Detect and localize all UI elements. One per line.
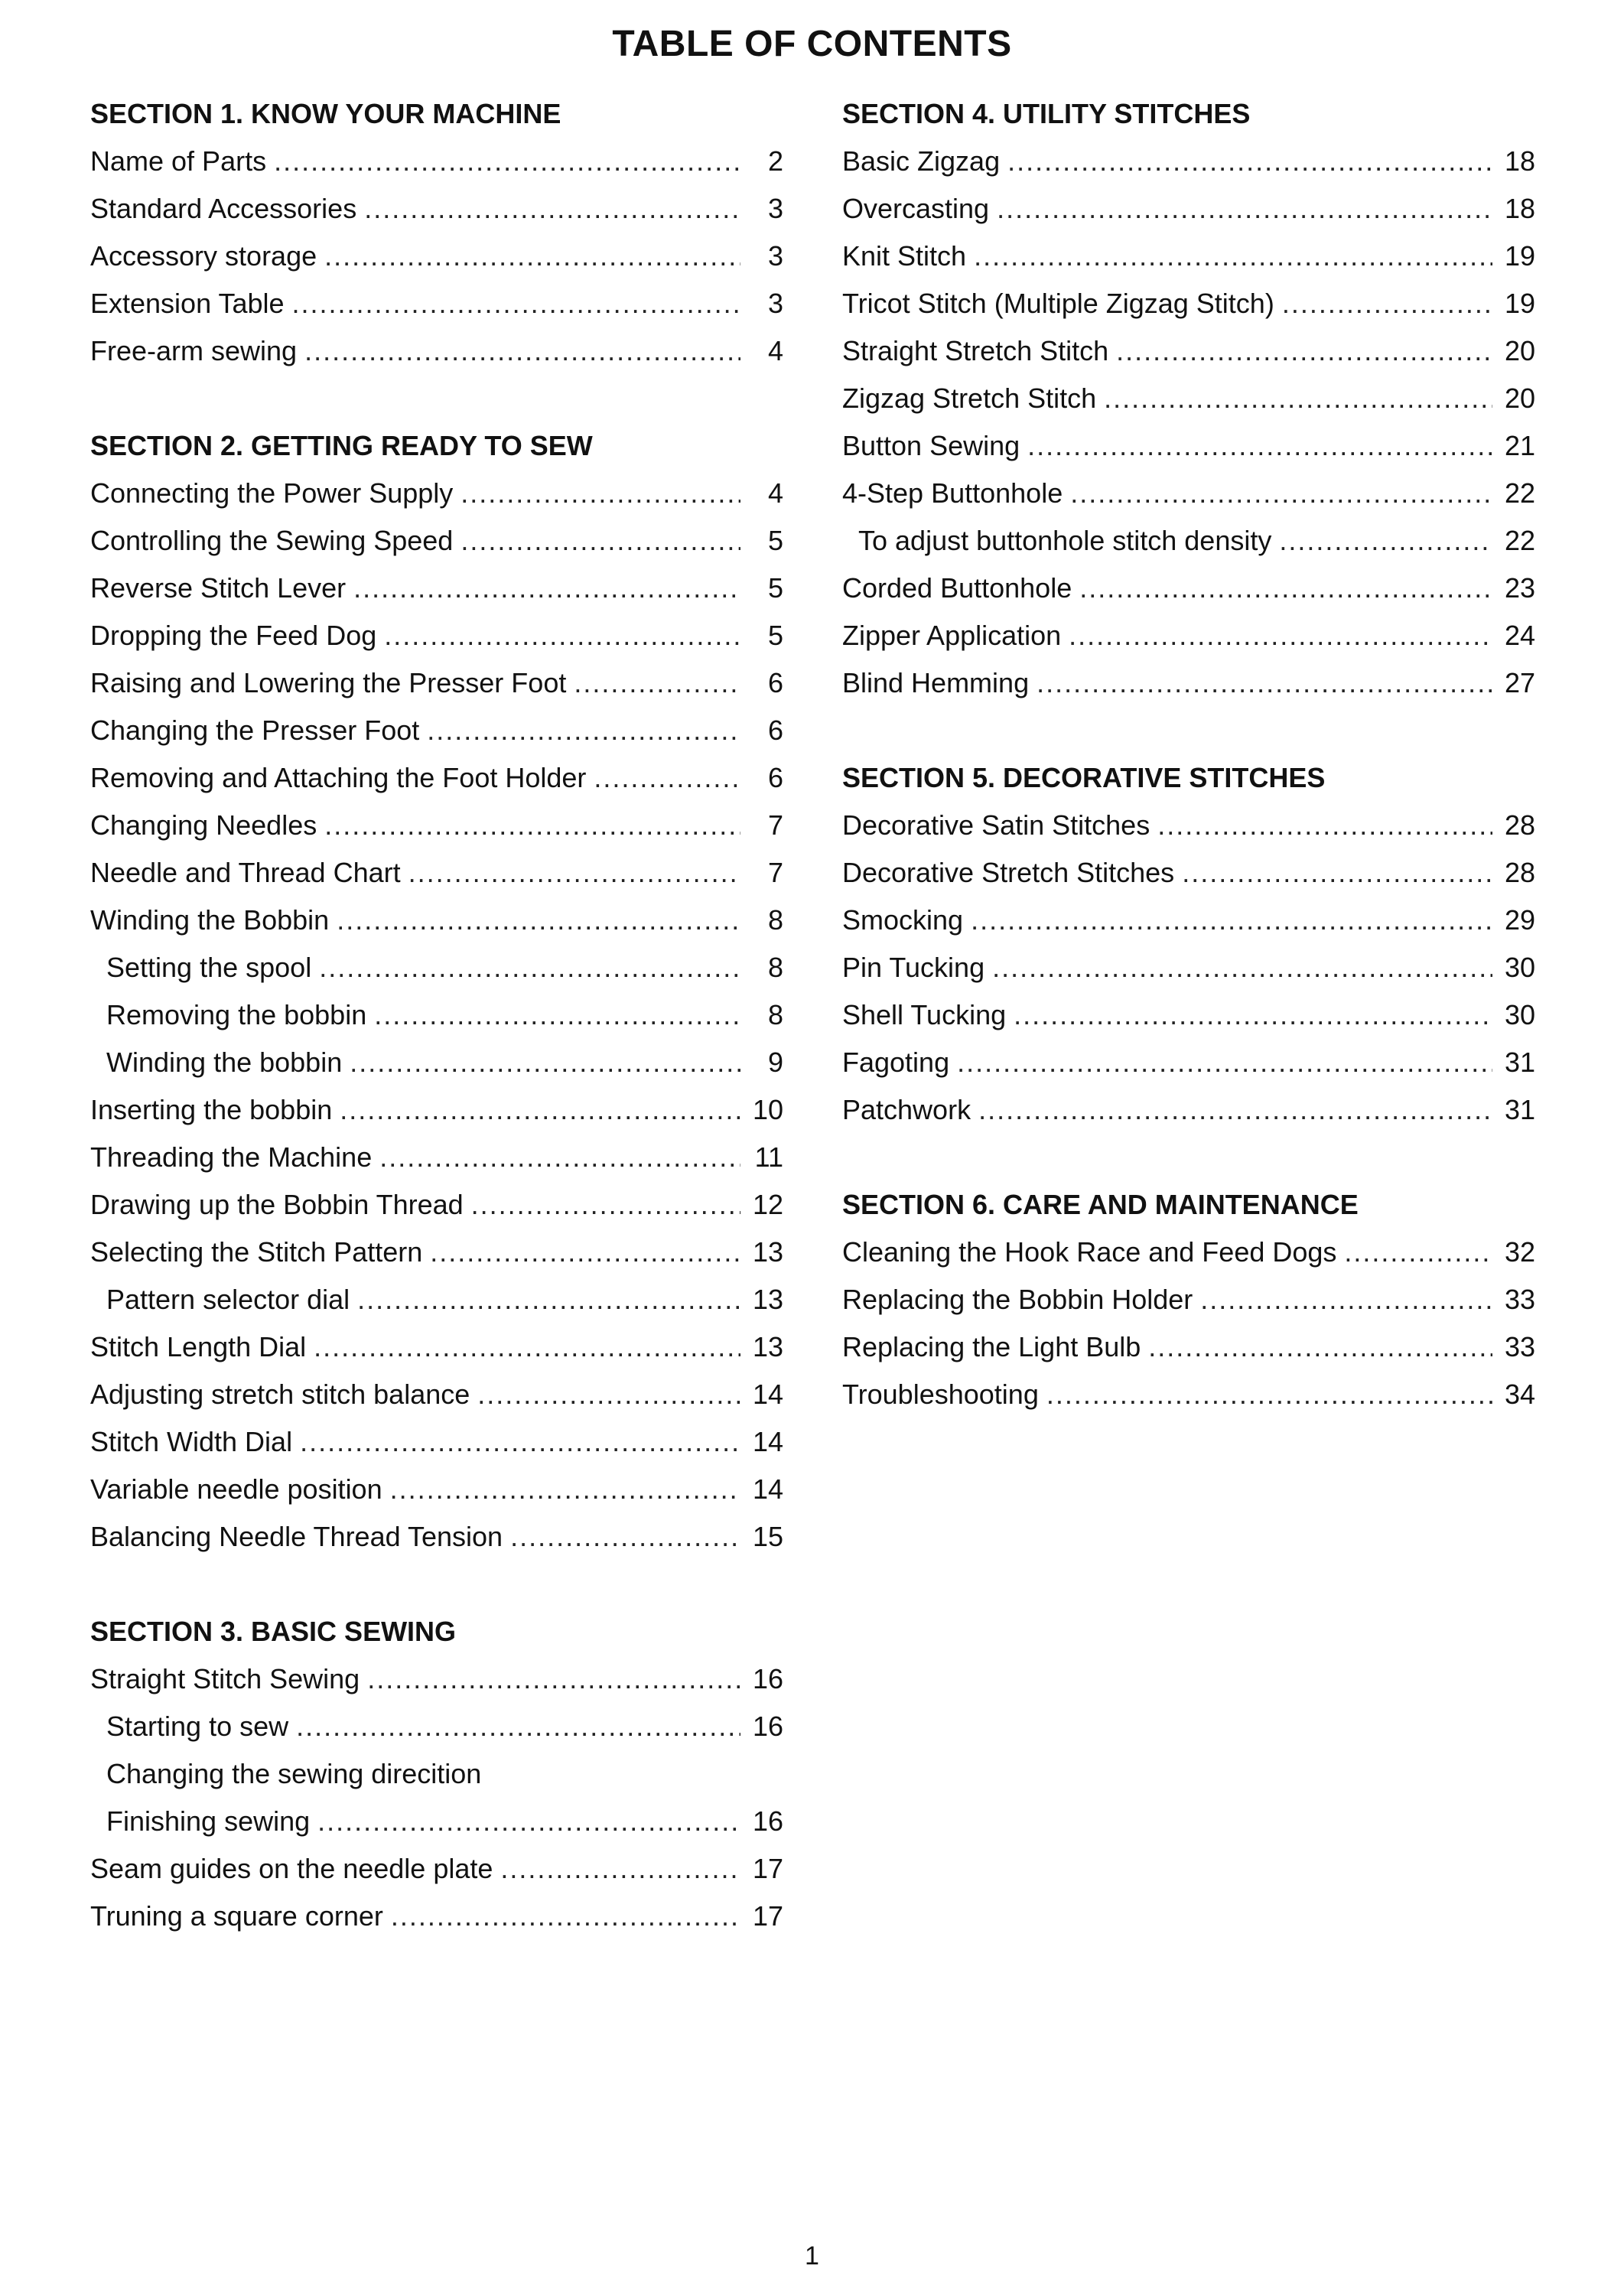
dot-leader: [379, 1134, 740, 1181]
entry-page-number: 5: [767, 620, 783, 651]
entry-page-number: 16: [752, 1663, 783, 1694]
entry-page-number: 22: [1504, 525, 1535, 556]
toc-entry-removing-and-attaching-the-foot-holder[interactable]: [90, 754, 783, 802]
entry-title: Button Sewing: [842, 430, 1020, 461]
entry-page-number: 6: [767, 667, 783, 698]
toc-entry-basic-zigzag[interactable]: [842, 138, 1535, 185]
entry-page-number: 5: [767, 572, 783, 604]
toc-entry-seam-guides-on-the-needle-plate[interactable]: [90, 1845, 783, 1893]
dot-leader: [1282, 280, 1492, 327]
entry-page-number: 20: [1504, 382, 1535, 414]
toc-entry-reverse-stitch-lever[interactable]: [90, 565, 783, 612]
dot-leader: [1116, 327, 1492, 375]
dot-leader: [408, 849, 740, 897]
entry-page-number: 23: [1504, 572, 1535, 604]
entry-title: Decorative Satin Stitches: [842, 809, 1150, 841]
dot-leader: [340, 1086, 740, 1134]
entry-page-number: 3: [767, 193, 783, 224]
entry-title: Troubleshooting: [842, 1379, 1039, 1410]
dot-leader: [296, 1703, 740, 1750]
entry-page-number: 30: [1504, 952, 1535, 983]
entry-page-number: 14: [752, 1426, 783, 1457]
dot-leader: [978, 1086, 1492, 1134]
toc-entry-fagoting[interactable]: [842, 1039, 1535, 1086]
entry-title: Knit Stitch: [842, 240, 967, 272]
dot-leader: [510, 1513, 740, 1561]
toc-entry-4-step-buttonhole[interactable]: [842, 470, 1535, 517]
toc-entry-smocking[interactable]: [842, 897, 1535, 944]
dot-leader: [317, 1798, 740, 1845]
entry-title: Straight Stretch Stitch: [842, 335, 1109, 366]
toc-entry-raising-and-lowering-the-presser-foot[interactable]: [90, 659, 783, 707]
dot-leader: [971, 897, 1492, 944]
entry-title: Basic Zigzag: [842, 145, 1001, 177]
dot-leader: [1157, 802, 1492, 849]
toc-list: [90, 138, 783, 375]
toc-entry-dropping-the-feed-dog[interactable]: [90, 612, 783, 659]
toc-entry-controlling-the-sewing-speed[interactable]: [90, 517, 783, 565]
entry-page-number: 8: [767, 904, 783, 936]
entry-page-number: 31: [1504, 1047, 1535, 1078]
dot-leader: [390, 1466, 740, 1513]
dot-leader: [300, 1418, 740, 1466]
dot-leader: [1037, 659, 1492, 707]
toc-entry-decorative-stretch-stitches[interactable]: [842, 849, 1535, 897]
toc-section-section-3: [90, 1608, 783, 1940]
entry-title: Accessory storage: [90, 240, 317, 272]
toc-entry-changing-the-presser-foot[interactable]: [90, 707, 783, 754]
dot-leader: [1079, 565, 1492, 612]
dot-leader: [350, 1039, 740, 1086]
toc-entry-overcasting[interactable]: [842, 185, 1535, 233]
toc-entry-pattern-selector-dial[interactable]: [90, 1276, 783, 1323]
toc-entry-straight-stretch-stitch[interactable]: [842, 327, 1535, 375]
entry-title: Dropping the Feed Dog: [90, 620, 377, 651]
entry-title: Extension Table: [90, 288, 285, 319]
entry-title: Zigzag Stretch Stitch: [842, 382, 1097, 414]
toc-section-section-6: [842, 1181, 1535, 1418]
dot-leader: [357, 1276, 740, 1323]
dot-leader: [324, 802, 740, 849]
entry-title: Inserting the bobbin: [90, 1094, 333, 1125]
toc-list: [90, 470, 783, 1561]
entry-page-number: 11: [754, 1141, 783, 1173]
dot-leader: [274, 138, 740, 185]
entry-page-number: 17: [752, 1900, 783, 1932]
entry-title: Replacing the Light Bulb: [842, 1331, 1141, 1362]
entry-page-number: 20: [1504, 335, 1535, 366]
entry-page-number: 8: [767, 952, 783, 983]
toc-entry-zigzag-stretch-stitch[interactable]: [842, 375, 1535, 422]
entry-title: Connecting the Power Supply: [90, 477, 454, 509]
toc-entry-starting-to-sew[interactable]: [90, 1703, 783, 1750]
entry-title: Free-arm sewing: [90, 335, 298, 366]
toc-list: [842, 138, 1535, 707]
dot-leader: [974, 233, 1492, 280]
entry-title: Pattern selector dial: [106, 1284, 350, 1315]
dot-leader: [1014, 991, 1492, 1039]
entry-title: Winding the Bobbin: [90, 904, 330, 936]
dot-leader: [1104, 375, 1492, 422]
dot-leader: [461, 517, 740, 565]
section-heading: SECTION 1. KNOW YOUR MACHINE: [90, 98, 561, 129]
dot-leader: [1046, 1371, 1492, 1418]
entry-title: Overcasting: [842, 193, 990, 224]
entry-page-number: 21: [1504, 430, 1535, 461]
toc-entry-pin-tucking[interactable]: [842, 944, 1535, 991]
dot-leader: [430, 1229, 740, 1276]
entry-page-number: 14: [752, 1379, 783, 1410]
toc-entry-winding-the-bobbin[interactable]: [90, 897, 783, 944]
entry-title: Reverse Stitch Lever: [90, 572, 347, 604]
toc-entry-changing-needles[interactable]: [90, 802, 783, 849]
toc-section-section-5: [842, 754, 1535, 1134]
toc-section-section-2: [90, 422, 783, 1561]
entry-page-number: 33: [1504, 1284, 1535, 1315]
entry-title: Stitch Length Dial: [90, 1331, 307, 1362]
section-heading: SECTION 5. DECORATIVE STITCHES: [842, 762, 1326, 793]
entry-title: Removing and Attaching the Foot Holder: [90, 762, 587, 793]
entry-title: Shell Tucking: [842, 999, 1007, 1030]
entry-title: Starting to sew: [106, 1711, 289, 1742]
toc-entry-name-of-parts[interactable]: [90, 138, 783, 185]
dot-leader: [324, 233, 740, 280]
dot-leader: [1148, 1323, 1492, 1371]
entry-title: Balancing Needle Thread Tension: [90, 1521, 503, 1552]
toc-entry-button-sewing[interactable]: [842, 422, 1535, 470]
entry-title: Replacing the Bobbin Holder: [842, 1284, 1193, 1315]
toc-entry-threading-the-machine[interactable]: [90, 1134, 783, 1181]
dot-leader: [384, 612, 740, 659]
left-column: [90, 90, 783, 1987]
entry-title: Removing the bobbin: [106, 999, 367, 1030]
section-heading: SECTION 6. CARE AND MAINTENANCE: [842, 1189, 1359, 1220]
dot-leader: [367, 1655, 740, 1703]
right-column: [842, 90, 1535, 1466]
entry-title: Threading the Machine: [90, 1141, 373, 1173]
toc-entry-patchwork[interactable]: [842, 1086, 1535, 1134]
entry-page-number: 13: [752, 1236, 783, 1268]
toc-entry-tricot-stitch-multiple-zigzag-stitch[interactable]: [842, 280, 1535, 327]
entry-page-number: 29: [1504, 904, 1535, 936]
toc-entry-knit-stitch[interactable]: [842, 233, 1535, 280]
dot-leader: [997, 185, 1492, 233]
entry-title: Decorative Stretch Stitches: [842, 857, 1175, 888]
toc-entry-free-arm-sewing[interactable]: [90, 327, 783, 375]
toc-entry-connecting-the-power-supply[interactable]: [90, 470, 783, 517]
entry-page-number: 8: [767, 999, 783, 1030]
section-heading: SECTION 4. UTILITY STITCHES: [842, 98, 1251, 129]
toc-entry-cleaning-the-hook-race-and-feed-dogs[interactable]: [842, 1229, 1535, 1276]
toc-section-section-1: [90, 90, 783, 375]
entry-page-number: 6: [767, 762, 783, 793]
dot-leader: [304, 327, 740, 375]
page-number: 1: [805, 2241, 819, 2271]
entry-page-number: 4: [767, 477, 783, 509]
entry-page-number: 10: [752, 1094, 783, 1125]
entry-page-number: 3: [767, 240, 783, 272]
entry-title: Changing the sewing direcition: [106, 1758, 482, 1789]
toc-entry-accessory-storage[interactable]: [90, 233, 783, 280]
toc-entry-inserting-the-bobbin[interactable]: [90, 1086, 783, 1134]
entry-page-number: 27: [1504, 667, 1535, 698]
dot-leader: [319, 944, 740, 991]
toc-entry-blind-hemming[interactable]: [842, 659, 1535, 707]
entry-page-number: 2: [767, 145, 783, 177]
entry-title: Setting the spool: [106, 952, 312, 983]
entry-title: Needle and Thread Chart: [90, 857, 401, 888]
entry-page-number: 7: [767, 809, 783, 841]
entry-page-number: 5: [767, 525, 783, 556]
dot-leader: [1279, 517, 1492, 565]
entry-title: Name of Parts: [90, 145, 267, 177]
entry-page-number: 4: [767, 335, 783, 366]
entry-page-number: 34: [1504, 1379, 1535, 1410]
entry-page-number: 30: [1504, 999, 1535, 1030]
entry-page-number: 19: [1504, 288, 1535, 319]
dot-leader: [1070, 470, 1492, 517]
toc-list: [90, 1655, 783, 1940]
dot-leader: [471, 1181, 740, 1229]
dot-leader: [1200, 1276, 1492, 1323]
toc-list: [842, 1229, 1535, 1418]
dot-leader: [1182, 849, 1492, 897]
entry-title: Blind Hemming: [842, 667, 1030, 698]
toc-entry-winding-the-bobbin[interactable]: [90, 1039, 783, 1086]
entry-page-number: 16: [752, 1805, 783, 1837]
entry-page-number: 14: [752, 1473, 783, 1505]
toc-entry-truning-a-square-corner[interactable]: [90, 1893, 783, 1940]
toc-entry-stitch-length-dial[interactable]: [90, 1323, 783, 1371]
entry-page-number: 16: [752, 1711, 783, 1742]
toc-entry-changing-the-sewing-direcition[interactable]: [90, 1750, 783, 1798]
entry-title: To adjust buttonhole stitch density: [858, 525, 1272, 556]
entry-page-number: 15: [752, 1521, 783, 1552]
toc-entry-troubleshooting[interactable]: [842, 1371, 1535, 1418]
entry-title: Winding the bobbin: [106, 1047, 343, 1078]
toc-entry-to-adjust-buttonhole-stitch-density[interactable]: [842, 517, 1535, 565]
dot-leader: [427, 707, 740, 754]
toc-entry-replacing-the-light-bulb[interactable]: [842, 1323, 1535, 1371]
entry-title: Straight Stitch Sewing: [90, 1663, 360, 1694]
entry-title: Cleaning the Hook Race and Feed Dogs: [842, 1236, 1337, 1268]
entry-page-number: 12: [752, 1189, 783, 1220]
entry-title: Finishing sewing: [106, 1805, 311, 1837]
entry-title: Corded Buttonhole: [842, 572, 1072, 604]
dot-leader: [337, 897, 740, 944]
toc-entry-corded-buttonhole[interactable]: [842, 565, 1535, 612]
entry-title: 4-Step Buttonhole: [842, 477, 1063, 509]
entry-title: Adjusting stretch stitch balance: [90, 1379, 470, 1410]
toc-entry-adjusting-stretch-stitch-balance[interactable]: [90, 1371, 783, 1418]
entry-title: Changing Needles: [90, 809, 317, 841]
toc-entry-extension-table[interactable]: [90, 280, 783, 327]
entry-page-number: 18: [1504, 145, 1535, 177]
toc-entry-needle-and-thread-chart[interactable]: [90, 849, 783, 897]
toc-entry-standard-accessories[interactable]: [90, 185, 783, 233]
dot-leader: [1007, 138, 1492, 185]
entry-title: Raising and Lowering the Presser Foot: [90, 667, 567, 698]
toc-entry-variable-needle-position[interactable]: [90, 1466, 783, 1513]
entry-title: Smocking: [842, 904, 964, 936]
entry-title: Seam guides on the needle plate: [90, 1853, 493, 1884]
dot-leader: [477, 1371, 740, 1418]
entry-page-number: 18: [1504, 193, 1535, 224]
dot-leader: [1069, 612, 1492, 659]
entry-page-number: 13: [752, 1284, 783, 1315]
dot-leader: [374, 991, 740, 1039]
entry-page-number: 13: [752, 1331, 783, 1362]
toc-entry-removing-the-bobbin[interactable]: [90, 991, 783, 1039]
entry-page-number: 7: [767, 857, 783, 888]
entry-page-number: 24: [1504, 620, 1535, 651]
entry-title: Fagoting: [842, 1047, 950, 1078]
toc-entry-selecting-the-stitch-pattern[interactable]: [90, 1229, 783, 1276]
section-heading: SECTION 3. BASIC SEWING: [90, 1616, 457, 1647]
toc-section-section-4: [842, 90, 1535, 707]
dot-leader: [391, 1893, 740, 1940]
dot-leader: [461, 470, 740, 517]
section-heading: SECTION 2. GETTING READY TO SEW: [90, 430, 593, 461]
toc-entry-balancing-needle-thread-tension[interactable]: [90, 1513, 783, 1561]
entry-page-number: 22: [1504, 477, 1535, 509]
toc-entry-stitch-width-dial[interactable]: [90, 1418, 783, 1466]
dot-leader: [957, 1039, 1492, 1086]
entry-page-number: 19: [1504, 240, 1535, 272]
dot-leader: [574, 659, 740, 707]
toc-entry-straight-stitch-sewing[interactable]: [90, 1655, 783, 1703]
entry-title: Pin Tucking: [842, 952, 985, 983]
entry-page-number: 28: [1504, 809, 1535, 841]
entry-page-number: 3: [767, 288, 783, 319]
dot-leader: [1344, 1229, 1492, 1276]
entry-page-number: 17: [752, 1853, 783, 1884]
entry-title: Stitch Width Dial: [90, 1426, 293, 1457]
toc-entry-replacing-the-bobbin-holder[interactable]: [842, 1276, 1535, 1323]
entry-page-number: 9: [767, 1047, 783, 1078]
entry-page-number: 33: [1504, 1331, 1535, 1362]
dot-leader: [992, 944, 1492, 991]
dot-leader: [353, 565, 740, 612]
dot-leader: [364, 185, 740, 233]
entry-page-number: 32: [1504, 1236, 1535, 1268]
page-title: TABLE OF CONTENTS: [612, 24, 1012, 64]
entry-page-number: 31: [1504, 1094, 1535, 1125]
dot-leader: [292, 280, 740, 327]
entry-title: Controlling the Sewing Speed: [90, 525, 454, 556]
dot-leader: [500, 1845, 740, 1893]
toc-entry-drawing-up-the-bobbin-thread[interactable]: [90, 1181, 783, 1229]
entry-title: Standard Accessories: [90, 193, 357, 224]
toc-list: [842, 802, 1535, 1134]
toc-entry-finishing-sewing[interactable]: [90, 1798, 783, 1845]
toc-entry-zipper-application[interactable]: [842, 612, 1535, 659]
dot-leader: [314, 1323, 740, 1371]
entry-title: Tricot Stitch (Multiple Zigzag Stitch): [842, 288, 1274, 319]
toc-entry-shell-tucking[interactable]: [842, 991, 1535, 1039]
entry-title: Changing the Presser Foot: [90, 715, 420, 746]
toc-entry-decorative-satin-stitches[interactable]: [842, 802, 1535, 849]
entry-title: Variable needle position: [90, 1473, 382, 1505]
dot-leader: [1027, 422, 1492, 470]
entry-title: Selecting the Stitch Pattern: [90, 1236, 423, 1268]
entry-page-number: 6: [767, 715, 783, 746]
entry-page-number: 28: [1504, 857, 1535, 888]
entry-title: Drawing up the Bobbin Thread: [90, 1189, 464, 1220]
toc-entry-setting-the-spool[interactable]: [90, 944, 783, 991]
entry-title: Zipper Application: [842, 620, 1062, 651]
entry-title: Truning a square corner: [90, 1900, 383, 1932]
entry-title: Patchwork: [842, 1094, 971, 1125]
dot-leader: [594, 754, 740, 802]
